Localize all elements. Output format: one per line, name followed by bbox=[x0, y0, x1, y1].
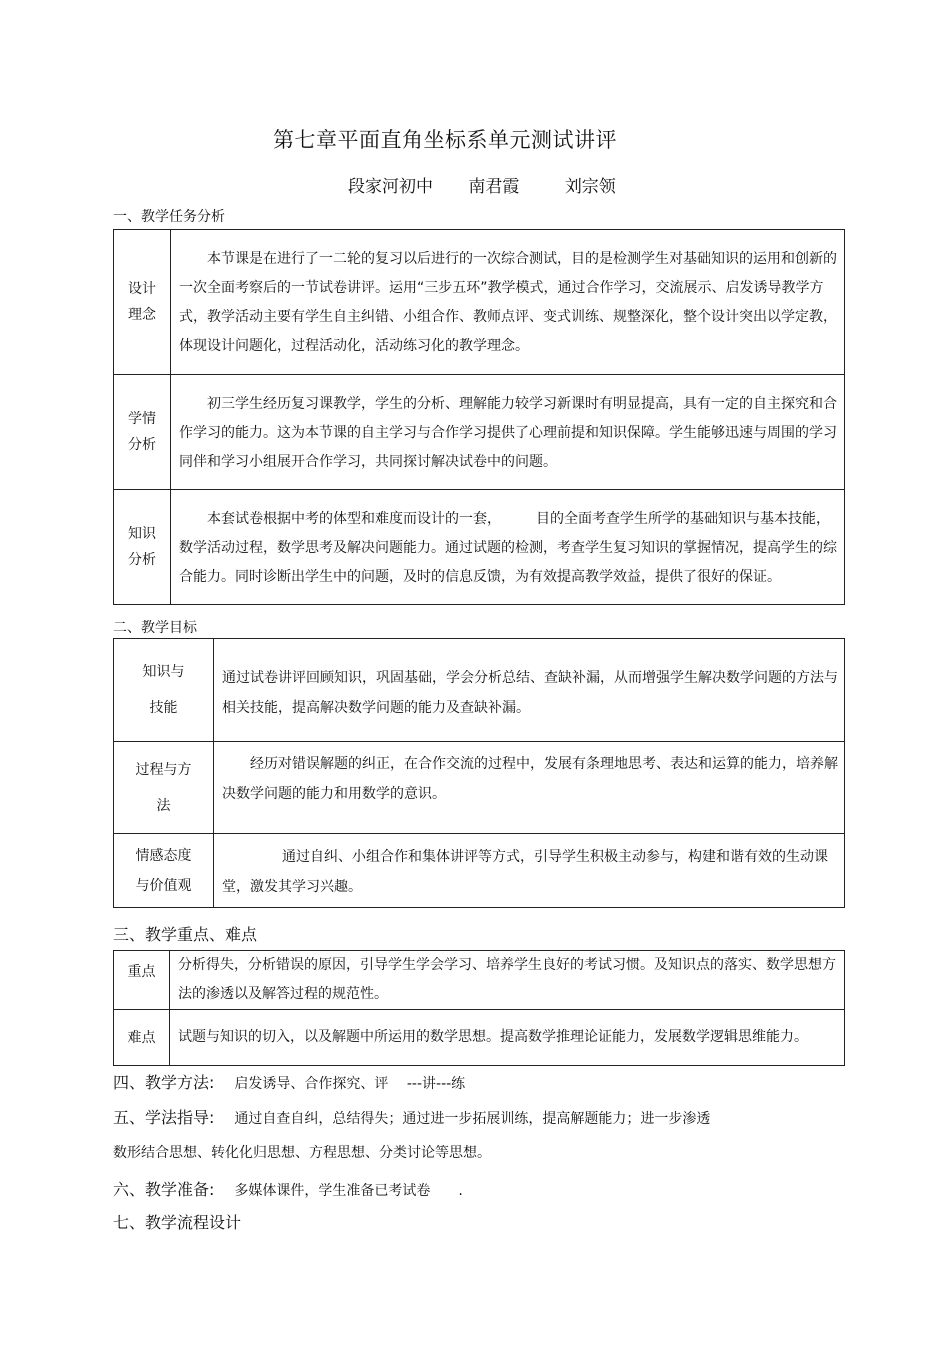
row-content-text: 本节课是在进行了一二轮的复习以后进行的一次综合测试，目的是检测学生对基础知识的运用和创新的一次全面考察后的一节试卷讲评。运用“三步五环”教学模式，通过合作学习，交流展示、启发诱导教学方式，教学活动主要有学生自主纠错、小组合作、教师点评、变式训练、规整深化，整个设计突出以学定教，体现设计问题化，过程活动化，活动练习化的教学理念。 bbox=[179, 251, 837, 354]
row-label bbox=[114, 490, 171, 605]
table-row bbox=[114, 834, 845, 908]
row-label bbox=[114, 1010, 170, 1066]
row-label-text: 重点 bbox=[127, 964, 156, 980]
teaching-goals-table bbox=[113, 638, 845, 908]
row-label bbox=[114, 639, 214, 742]
section4-text: 启发诱导、合作探究、评 ---讲---练 bbox=[234, 1076, 466, 1092]
section5 bbox=[113, 1105, 710, 1128]
row-label bbox=[114, 951, 170, 1010]
row-content-text: 试题与知识的切入，以及解题中所运用的数学思想。提高数学推理论证能力，发展数学逻辑思维能力。 bbox=[178, 1029, 808, 1045]
section5-continued: 数形结合思想、转化化归思想、方程思想、分类讨论等思想。 bbox=[113, 1145, 491, 1161]
author-name-2: 刘宗领 bbox=[564, 177, 616, 197]
row-content-text: 初三学生经历复习课教学，学生的分析、理解能力较学习新课时有明显提高，具有一定的自主探究和合作学习的能力。这为本节课的自主学习与合作学习提供了心理前提和知识保障。学生能够迅速与周围的学习同伴和学习小组展开合作学习，共同探讨解决试卷中的问题。 bbox=[179, 395, 837, 470]
section5-heading: 五、学法指导: bbox=[113, 1108, 215, 1127]
section1-heading: 一、教学任务分析 bbox=[113, 209, 225, 225]
row-label bbox=[114, 742, 214, 834]
row-label-text: 知识 分析 bbox=[128, 526, 156, 568]
row-label bbox=[114, 834, 214, 908]
author-school: 段家河初中 bbox=[348, 177, 433, 197]
key-points-table bbox=[113, 950, 845, 1066]
row-label-text: 学情 分析 bbox=[128, 411, 156, 453]
section6-text: 多媒体课件，学生准备已考试卷 . bbox=[234, 1183, 463, 1199]
row-content bbox=[170, 1010, 845, 1066]
row-content bbox=[171, 490, 845, 605]
table-row bbox=[114, 375, 845, 490]
row-content-text: 通过试卷讲评回顾知识，巩固基础，学会分析总结、查缺补漏，从而增强学生解决数学问题的方法与相关技能，提高解决数学问题的能力及查缺补漏。 bbox=[222, 670, 838, 716]
row-content-text: 本套试卷根据中考的体型和难度而设计的一套， 目的全面考查学生所学的基础知识与基本技能，数学活动过程，数学思考及解决问题能力。通过试题的检测，考查学生复习知识的掌握情况，提高学生的综合能力。同时诊断出学生中的问题，及时的信息反馈，为有效提高教学效益，提供了很好的保证。 bbox=[179, 510, 837, 585]
row-label-text: 知识与 技能 bbox=[142, 664, 185, 716]
row-content bbox=[171, 375, 845, 490]
authors bbox=[348, 172, 616, 197]
section2-heading: 二、教学目标 bbox=[113, 620, 197, 636]
row-label-text: 情感态度 与价值观 bbox=[135, 847, 192, 894]
row-content bbox=[171, 230, 845, 375]
section6-heading: 六、教学准备: bbox=[113, 1180, 215, 1199]
row-label-text: 设计 理念 bbox=[128, 281, 156, 323]
author-name-1: 南君霞 bbox=[468, 177, 520, 197]
table-row bbox=[114, 951, 845, 1010]
section3-heading: 三、教学重点、难点 bbox=[113, 925, 258, 944]
row-content bbox=[170, 951, 845, 1010]
section4 bbox=[113, 1070, 465, 1093]
table-row bbox=[114, 1010, 845, 1066]
row-content bbox=[214, 639, 845, 742]
task-analysis-table bbox=[113, 229, 845, 605]
page-title: 第七章平面直角坐标系单元测试讲评 bbox=[273, 128, 617, 152]
table-row bbox=[114, 639, 845, 742]
row-label-text: 难点 bbox=[127, 1029, 156, 1046]
row-label bbox=[114, 375, 171, 490]
table-row bbox=[114, 742, 845, 834]
row-content bbox=[214, 834, 845, 908]
row-label bbox=[114, 230, 171, 375]
section4-heading: 四、教学方法: bbox=[113, 1073, 215, 1092]
row-content-text: 通过自纠、小组合作和集体讲评等方式，引导学生积极主动参与，构建和谐有效的生动课堂，激发其学习兴趣。 bbox=[222, 848, 828, 895]
section7-heading: 七、教学流程设计 bbox=[113, 1213, 242, 1232]
row-content-text: 分析得失，分析错误的原因，引导学生学会学习、培养学生良好的考试习惯。及知识点的落实、数学思想方法的渗透以及解答过程的规范性。 bbox=[178, 957, 836, 1002]
row-content-text: 经历对错误解题的纠正，在合作交流的过程中，发展有条理地思考、表达和运算的能力，培养解决数学问题的能力和用数学的意识。 bbox=[222, 756, 838, 802]
row-label-text: 过程与方 法 bbox=[135, 761, 192, 814]
table-row bbox=[114, 490, 845, 605]
table-row bbox=[114, 230, 845, 375]
section6 bbox=[113, 1177, 463, 1200]
section5-text: 通过自查自纠，总结得失；通过进一步拓展训练，提高解题能力；进一步渗透 bbox=[234, 1111, 711, 1127]
row-content bbox=[214, 742, 845, 834]
